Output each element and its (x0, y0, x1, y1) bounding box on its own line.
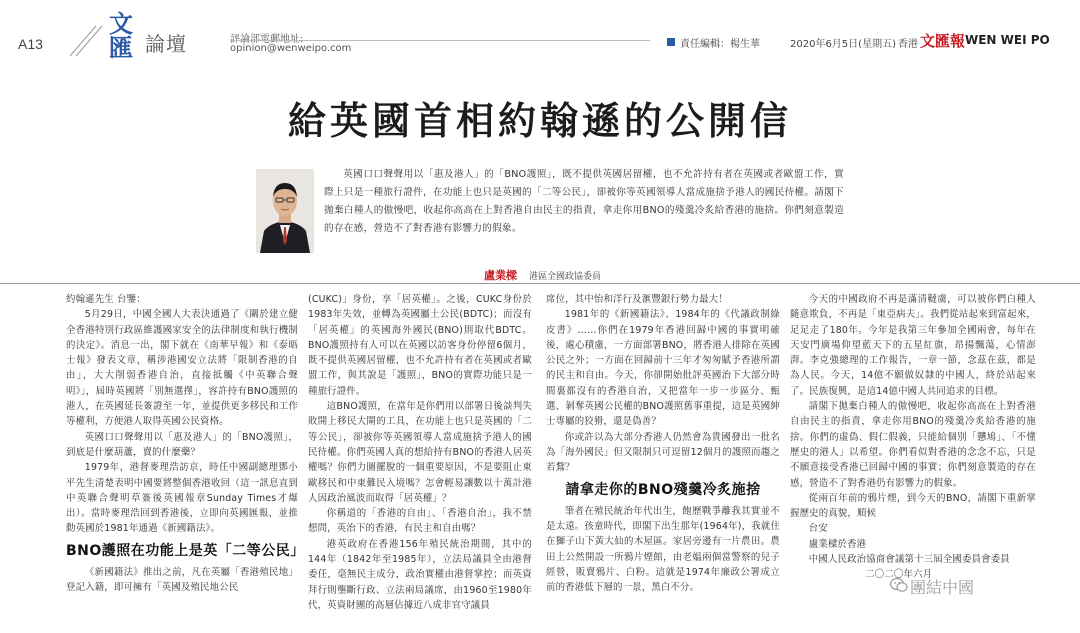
article-column-2 (308, 292, 532, 613)
section-name: 論壇 (145, 32, 187, 56)
paragraph: 你稱道的「香港的自由」、「香港自治」，我不禁想問，英治下的香港，有民主和自由嗎？ (308, 508, 532, 535)
watermark: 團結中國 (910, 578, 975, 597)
closing-line: 二〇二〇年六月 (865, 569, 933, 581)
paragraph: 1981年的《新國籍法》、1984年的《代議政制綠皮書》……你們在1979年香港回歸中國的事實明確後，處心積慮，一方面部署BNO，將香港人排除在英國公民之外；一方面在回歸前十三年才匆匆賦予香港所謂的民主和自由。今天，你卻開始批評英國治下大部分時間裏都沒有的香港自治，又把當年一步一步區分、甄選、剝奪英國公民權的BNO護照舊事重提，這是英國紳士專屬的狡猾，還是偽善？ (546, 309, 780, 428)
author-name: 盧業樑 (484, 269, 517, 282)
byline-divider (0, 283, 1080, 284)
subheading: BNO護照在功能上是英「二等公民」 (66, 542, 305, 559)
email-address: opinion@wenweipo.com (230, 43, 352, 54)
brand-english: WEN WEI PO (965, 33, 1050, 47)
paragraph: 你或許以為大部分香港人仍然會為貴國發出一批名為「海外國民」但又限制只可逗留12個月的護照而趨之若鶩？ (546, 431, 780, 474)
article-title: 給英國首相約翰遜的公開信 (287, 98, 792, 143)
brand-logo: 文匯報 (920, 32, 966, 50)
issue-date: 2020年6月5日(星期五) (790, 39, 896, 50)
article-column-1 (66, 292, 305, 596)
closing-line: 中國人民政治協商會議第十三屆全國委員會委員 (808, 554, 1010, 566)
author-role: 港區全國政協委員 (529, 272, 602, 282)
paragraph: 席位，其中怡和洋行及滙豐銀行勢力最大！ (546, 294, 728, 305)
closing-line: 台安 (808, 523, 828, 535)
paragraph: 請閣下拋棄白種人的傲慢吧，收起你高高在上對香港自由民主的指責，拿走你用BNO的殘羹冷炙給香港的施捨。你們的虛偽、假仁假義，只能給個別「戇鳩」、「不懂歷史的港人」以希望。你們看似對香港的念念不忘，只是不願意接受香港已回歸中國的事實；你們刻意製造的存在感，營造不了對香港仍有影響力的假象。 (790, 401, 1036, 489)
header-rule (230, 40, 650, 41)
section-char-2: 匯 (109, 33, 133, 62)
paragraph: 港英政府在香港156年殖民統治期間，其中的144年（1842年至1985年），立法局議員全由港督委任，毫無民主成分，政治實權由港督掌控；而英資拜行則壟斷行政、立法兩局議席，由1960至1980年代，英資財團的高層佔據近八成非官守議員 (308, 538, 532, 611)
paragraph: 英國口口聲聲用以「惠及港人」的「BNO護照」，到底是什麼葫蘆，賣的什麼藥？ (66, 431, 298, 458)
article-column-3 (546, 292, 780, 596)
paragraph: 筆者在殖民統治年代出生，飽歷戰爭離我其實並不是太遠。孩童時代，即閣下出生那年(1964年)，我就住在獅子山下黃大仙的木屋區。家居旁邊有一片農田。農田上公然開設一所鴉片煙館，由老媪兩個當警察的兒子經營，販賣鴉片、白粉。這就是1974年廉政公署成立前的香港低下層的一景，黑白不分。 (546, 505, 780, 594)
article-column-4 (790, 292, 1036, 583)
article-intro: 英國口口聲聲用以「惠及港人」的「BNO護照」，既不提供英國居留權，也不允許持有者在英國或者歐盟工作，實際上只是一種旅行證件，在功能上也只是英國的「二等公民」，卻被你等英國領導人當成施捨予港人的國民待權。請閣下拋棄白種人的傲慢吧，收起你高高在上對香港自由民主的指責，拿走你用BNO的殘羹冷炙給香港的施捨。你們刻意製造的存在感，營造不了對香港有影響力的假象。 (324, 169, 844, 234)
subheading: 請拿走你的BNO殘羹冷炙施捨 (565, 481, 761, 498)
paragraph: 今天的中國政府不再是滿清韃虜，可以被你們白種人隨意欺負，不再是「東亞病夫」。我們從站起來到富起來，足足走了180年。今年是我第三年參加全國兩會，每年在天安門廣場仰望藍天下的五星紅旗，昂揚飄蕩，心情澎湃。李克強總理的工作報告，一章一節，念茲在茲，都是為人民。今天，14億不願做奴隸的中國人，終於站起來了。民族復興，是這14億中國人共同追求的目標。 (790, 294, 1036, 397)
paragraph: 5月29日，中國全國人大表決通過了《關於建立健全香港特別行政區維護國家安全的法律制度和執行機制的決定》。消息一出，閣下就在《南華早報》和《泰晤士報》發表文章，稱涉港國安立法將「限制香港的自由」，大大削弱香港自治，直接抵觸《中英聯合聲明》」，屆時英國將「別無選擇」，容許持有BNO護照的港人，在英國延長簽證至一年，並提供更多移民和工作等權利，方便港人取得英國公民資格。 (66, 309, 298, 428)
author-photo (256, 169, 314, 253)
section-logo (106, 9, 136, 62)
closing-line: 盧業樑於香港 (808, 538, 867, 550)
paragraph: 從兩百年前的鴉片煙，到今天的BNO，請閣下重新掌握歷史的真貌，順候 (790, 492, 1036, 520)
paragraph: 這BNO護照，在當年是你們用以部署日後談判失敗開上移民大閘的工具，在功能上也只是英國的「二等公民」，卻被你等英國領導人當成施捨予港人的國民待權。你們英國人真的想給持有BNO的香港人居英權嗎？你們力圖擺脫的一個重要原因，不是要阻止東歐移民和中東難民入境嗎？怎會輕易讓數以十萬計港人因政治風波而取得「居英權」？ (308, 401, 532, 504)
section-slash-decoration (66, 22, 106, 58)
editor-credit: 責任編輯：楊生華 (680, 39, 760, 50)
paragraph: 1979年，港督麥理浩訪京，時任中國副總理鄧小平先生清楚表明中國要將整個香港收回（這一訊息直到中英聯合聲明草簽後英國報章Sunday Times才爆出）。當時麥理浩回到香港後，立即向英國匯報，並推動英國於1981年通過《新國籍法》。 (66, 462, 298, 535)
paragraph: 《新國籍法》推出之前，凡在英屬「香港殖民地」登記入籍，即可擁有「英國及殖民地公民 (66, 567, 298, 594)
section-char-1: 文 (109, 9, 133, 38)
paragraph: (CUKC)」身份，享「居英權」。之後，CUKC身份於1983年失效，並轉為英國屬土公民(BDTC)；而沒有「居英權」的英國海外國民(BNO)則取代BDTC。BNO護照持有人可以在英國以訪客身份停留6個月，既不提供英國居留權，也不允許持有者在英國或者歐盟工作，與其說是「護照」，BNO的實際功能只是一種旅行證件。 (308, 294, 532, 397)
wechat-icon (890, 577, 908, 593)
brand-city: 香港 (898, 39, 918, 50)
editor-marker-icon (667, 38, 675, 46)
salutation: 約翰遜先生 台鑒： (66, 294, 146, 305)
page-number: A13 (18, 36, 43, 52)
